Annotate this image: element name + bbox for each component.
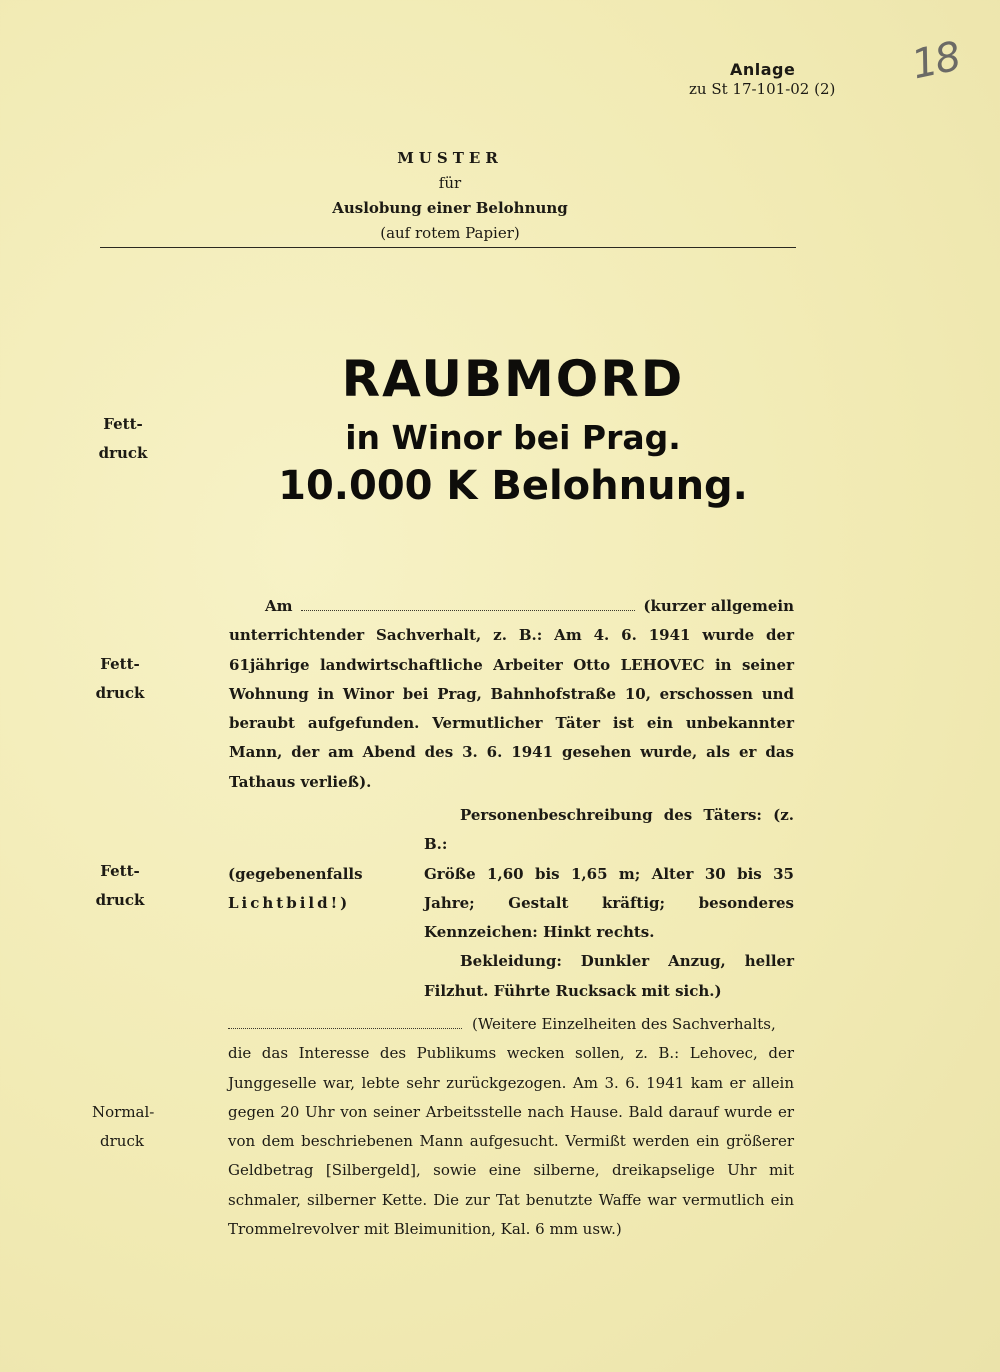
handwritten-page-number: 18 — [907, 33, 964, 89]
paragraph-facts-tail: (kurzer allgemein — [643, 597, 794, 615]
fuer-label: für — [438, 174, 462, 192]
headline-location: in Winor bei Prag. — [345, 418, 681, 457]
paragraph-details — [228, 1010, 794, 1244]
description-body: Größe 1,60 bis 1,65 m; Alter 30 bis 35 Jahre; Gestalt kräftig; besonderes Kennzeichen: Hinkt rechts. — [424, 864, 794, 942]
photo-note-line-1: (gegebenenfalls — [228, 865, 363, 883]
margin-note-line: Fett- — [100, 655, 140, 673]
paper-note: (auf rotem Papier) — [380, 224, 520, 242]
margin-note-normaldruck — [92, 1098, 155, 1156]
photo-note — [228, 860, 363, 918]
photo-note-line-2: Lichtbild!) — [228, 894, 351, 912]
margin-note-line: druck — [100, 1132, 144, 1150]
subject-label: Auslobung einer Belohnung — [332, 199, 568, 217]
muster-label: MUSTER — [397, 149, 503, 167]
description-clothing: Bekleidung: Dunkler Anzug, heller Filzhut. Führte Rucksack mit sich.) — [424, 952, 794, 1000]
margin-note-line: Fett- — [103, 415, 143, 433]
paragraph-facts — [229, 592, 794, 797]
margin-note-line: Normal- — [92, 1103, 155, 1121]
suspect-description — [424, 801, 794, 1006]
header-block — [300, 146, 600, 246]
fill-in-dots — [301, 604, 636, 611]
am-word: Am — [265, 597, 293, 615]
paragraph-facts-body: unterrichtender Sachverhalt, z. B.: Am 4. 6. 1941 wurde der 61jährige landwirtschaftliche Arbeiter Otto LEHOVEC in seiner Wohnung in Winor bei Prag, Bahnhofstraße 10, erschossen und beraubt aufgefunden. Vermutlicher Täter ist ein unbekannter Mann, der am Abend des 3. 6. 1941 gesehen wurde, als er das Tathaus verließ). — [229, 626, 794, 791]
margin-note-fettdruck-3 — [90, 857, 150, 915]
paragraph-details-tail: (Weitere Einzelheiten des Sachverhalts, — [472, 1015, 776, 1033]
anlage-title: Anlage — [730, 60, 796, 79]
margin-note-fettdruck-1 — [93, 410, 153, 468]
headline-reward: 10.000 K Belohnung. — [278, 463, 748, 509]
anlage-reference: zu St 17-101-02 (2) — [689, 80, 836, 98]
margin-note-fettdruck-2 — [90, 650, 150, 708]
header-divider — [100, 247, 796, 248]
paragraph-details-body: die das Interesse des Publikums wecken sollen, z. B.: Lehovec, der Junggeselle war, lebte sehr zurückgezogen. Am 3. 6. 1941 kam er allein gegen 20 Uhr von seiner Arbeitsstelle nach Hause. Bald darauf wurde er von dem beschriebenen Mann aufgesucht. Vermißt werden ein größerer Geldbetrag [Silbergeld], sowie eine silberne, dreikapselige Uhr mit schmaler, silberner Kette. Die zur Tat benutzte Waffe war vermutlich ein Trommelrevolver mit Bleimunition, Kal. 6 mm usw.) — [228, 1044, 794, 1239]
headline-raubmord: RAUBMORD — [341, 350, 685, 408]
paragraph-details-first-line — [228, 1010, 794, 1039]
fill-in-dots — [228, 1022, 462, 1029]
paragraph-facts-first-line — [229, 592, 794, 621]
margin-note-line: druck — [95, 891, 145, 909]
margin-note-line: druck — [95, 684, 145, 702]
description-first-line: Personenbeschreibung des Täters: (z. B.: — [424, 806, 794, 854]
margin-note-line: Fett- — [100, 862, 140, 880]
margin-note-line: druck — [98, 444, 148, 462]
